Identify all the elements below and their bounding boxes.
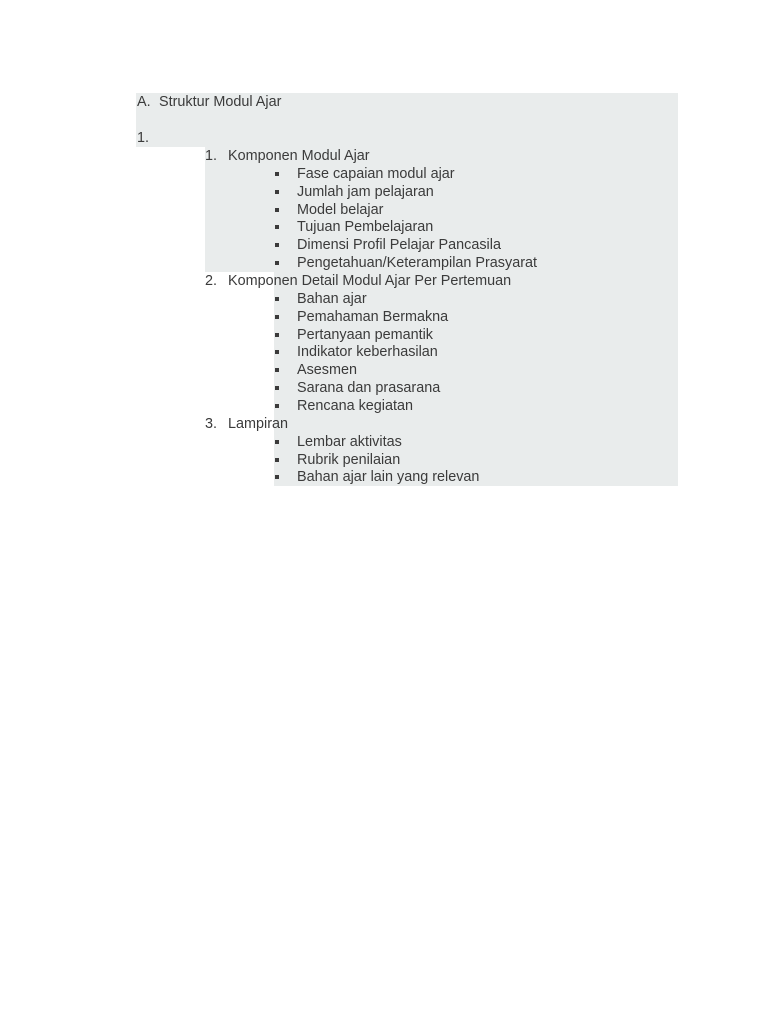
list-item (275, 379, 675, 397)
list-item (275, 218, 675, 236)
square-bullet-icon (275, 333, 279, 337)
list-item (275, 433, 675, 451)
list-item-label: Dimensi Profil Pelajar Pancasila (297, 237, 501, 254)
section-title: Struktur Modul Ajar (159, 94, 282, 110)
component-heading (205, 147, 605, 165)
component-heading (205, 272, 605, 290)
square-bullet-icon (275, 297, 279, 301)
square-bullet-icon (275, 386, 279, 390)
outer-list-item (137, 129, 177, 147)
square-bullet-icon (275, 440, 279, 444)
component-marker: 3. (205, 415, 218, 432)
list-item (275, 308, 675, 326)
list-item (275, 326, 675, 344)
square-bullet-icon (275, 261, 279, 265)
list-item (275, 451, 675, 469)
outer-list-marker: 1. (137, 130, 150, 146)
list-item (275, 361, 675, 379)
list-item (275, 468, 675, 486)
component-heading (205, 415, 605, 433)
list-item (275, 397, 675, 415)
square-bullet-icon (275, 225, 279, 229)
list-item (275, 183, 675, 201)
list-item-label: Pertanyaan pemantik (297, 326, 433, 343)
component-marker: 2. (205, 272, 218, 289)
section-heading (137, 93, 437, 111)
section-marker: A. (137, 94, 151, 110)
square-bullet-icon (275, 243, 279, 247)
square-bullet-icon (275, 404, 279, 408)
component-title: Lampiran (228, 415, 288, 432)
square-bullet-icon (275, 315, 279, 319)
list-item-label: Tujuan Pembelajaran (297, 219, 434, 236)
list-item (275, 165, 675, 183)
square-bullet-icon (275, 190, 279, 194)
square-bullet-icon (275, 172, 279, 176)
list-item-label: Lembar aktivitas (297, 433, 402, 450)
list-item (275, 343, 675, 361)
square-bullet-icon (275, 475, 279, 479)
list-item-label: Jumlah jam pelajaran (297, 183, 434, 200)
square-bullet-icon (275, 368, 279, 372)
list-item-label: Asesmen (297, 362, 357, 379)
list-item-label: Bahan ajar (297, 290, 367, 307)
list-item (275, 254, 675, 272)
list-item (275, 290, 675, 308)
list-item-label: Fase capaian modul ajar (297, 165, 455, 182)
list-item-label: Sarana dan prasarana (297, 380, 441, 397)
list-item-label: Rencana kegiatan (297, 397, 414, 414)
list-item (275, 201, 675, 219)
component-title: Komponen Detail Modul Ajar Per Pertemuan (228, 272, 512, 289)
square-bullet-icon (275, 458, 279, 462)
list-item-label: Pengetahuan/Keterampilan Prasyarat (297, 255, 537, 272)
list-item-label: Indikator keberhasilan (297, 344, 438, 361)
square-bullet-icon (275, 350, 279, 354)
square-bullet-icon (275, 208, 279, 212)
list-item-label: Rubrik penilaian (297, 451, 401, 468)
list-item-label: Model belajar (297, 201, 384, 218)
list-item (275, 236, 675, 254)
component-marker: 1. (205, 148, 218, 164)
component-title: Komponen Modul Ajar (228, 148, 370, 164)
list-item-label: Bahan ajar lain yang relevan (297, 469, 480, 486)
list-item-label: Pemahaman Bermakna (297, 308, 449, 325)
